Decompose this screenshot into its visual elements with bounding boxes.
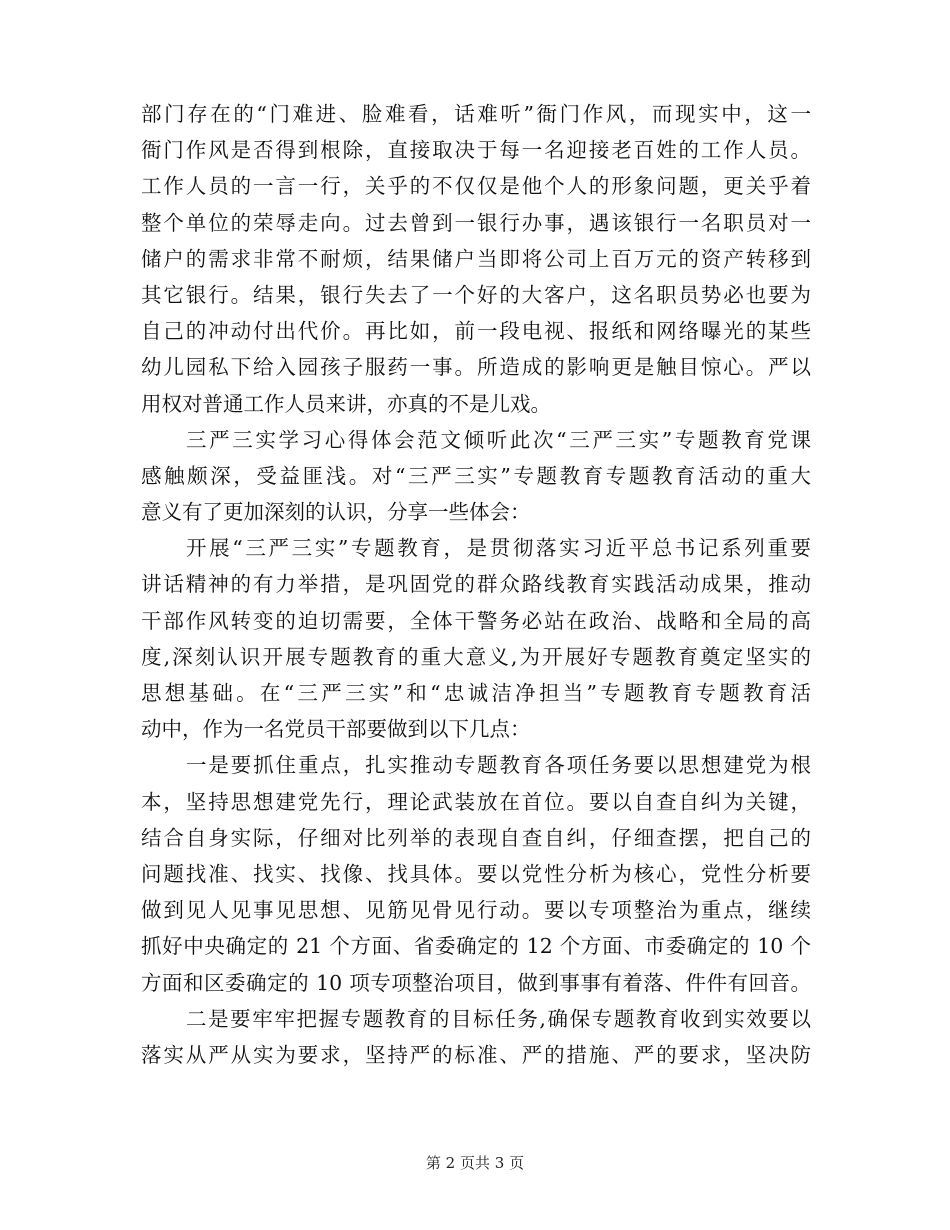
text-line: 问题找准、找实、找像、找具体。要以党性分析为核心，党性分析要 xyxy=(141,861,811,886)
text-line: 方面和区委确定的 10 项专项整治项目，做到事事有着落、件件有回音。 xyxy=(141,970,811,995)
text-line: 部门存在的“门难进、脸难看，话难听”衙门作风，而现实中，这一 xyxy=(141,102,811,126)
paragraph xyxy=(141,747,811,1000)
text-line: 讲话精神的有力举措，是巩固党的群众路线教育实践活动成果，推动 xyxy=(141,572,811,597)
text-line: 抓好中央确定的 21 个方面、省委确定的 12 个方面、市委确定的 10 个 xyxy=(141,934,811,959)
text-line: 意义有了更加深刻的认识，分享一些体会： xyxy=(141,500,531,525)
text-line: 一是要抓住重点，扎实推动专题教育各项任务要以思想建党为根 xyxy=(186,753,811,778)
text-line: 本，坚持思想建党先行，理论武装放在首位。要以自查自纠为关键， xyxy=(141,789,811,814)
text-line: 开展“三严三实”专题教育，是贯彻落实习近平总书记系列重要 xyxy=(186,536,811,561)
text-line: 自己的冲动付出代价。再比如，前一段电视、报纸和网络曝光的某些 xyxy=(141,319,811,344)
text-line: 幼儿园私下给入园孩子服药一事。所造成的影响更是触目惊心。严以 xyxy=(141,355,811,380)
text-line: 度,深刻认识开展专题教育的重大意义,为开展好专题教育奠定坚实的 xyxy=(141,644,811,669)
text-line: 衙门作风是否得到根除，直接取决于每一名迎接老百姓的工作人员。 xyxy=(141,138,811,163)
text-line: 其它银行。结果，银行失去了一个好的大客户，这名职员势必也要为 xyxy=(141,282,811,307)
text-line: 做到见人见事见思想、见筋见骨见行动。要以专项整治为重点，继续 xyxy=(141,898,811,923)
paragraph xyxy=(141,422,811,531)
text-line: 三严三实学习心得体会范文倾听此次“三严三实”专题教育党课 xyxy=(186,427,811,452)
text-line: 结合自身实际，仔细对比列举的表现自查自纠，仔细查摆，把自己的 xyxy=(141,825,811,850)
text-line: 干部作风转变的迫切需要，全体干警务必站在政治、战略和全局的高 xyxy=(141,608,811,633)
paragraph xyxy=(141,530,811,747)
text-line: 整个单位的荣辱走向。过去曾到一银行办事，遇该银行一名职员对一 xyxy=(141,210,811,235)
text-line: 感触颇深，受益匪浅。对“三严三实”专题教育专题教育活动的重大 xyxy=(141,463,811,488)
text-line: 二是要牢牢把握专题教育的目标任务,确保专题教育收到实效要以 xyxy=(186,1006,811,1031)
text-line: 落实从严从实为要求，坚持严的标准、严的措施、严的要求，坚决防 xyxy=(141,1042,811,1067)
text-line: 工作人员的一言一行，关乎的不仅仅是他个人的形象问题，更关乎着 xyxy=(141,174,811,199)
text-line: 动中，作为一名党员干部要做到以下几点： xyxy=(141,717,531,742)
paragraph xyxy=(141,96,811,422)
text-line: 用权对普通工作人员来讲，亦真的不是儿戏。 xyxy=(141,391,551,416)
paragraph xyxy=(141,1001,811,1073)
text-line: 思想基础。在“三严三实”和“忠诚洁净担当”专题教育专题教育活 xyxy=(141,681,811,705)
page-number-footer: 第 2 页共 3 页 xyxy=(425,1154,525,1172)
text-line: 储户的需求非常不耐烦，结果储户当即将公司上百万元的资产转移到 xyxy=(141,246,811,271)
document-body xyxy=(141,96,811,1073)
